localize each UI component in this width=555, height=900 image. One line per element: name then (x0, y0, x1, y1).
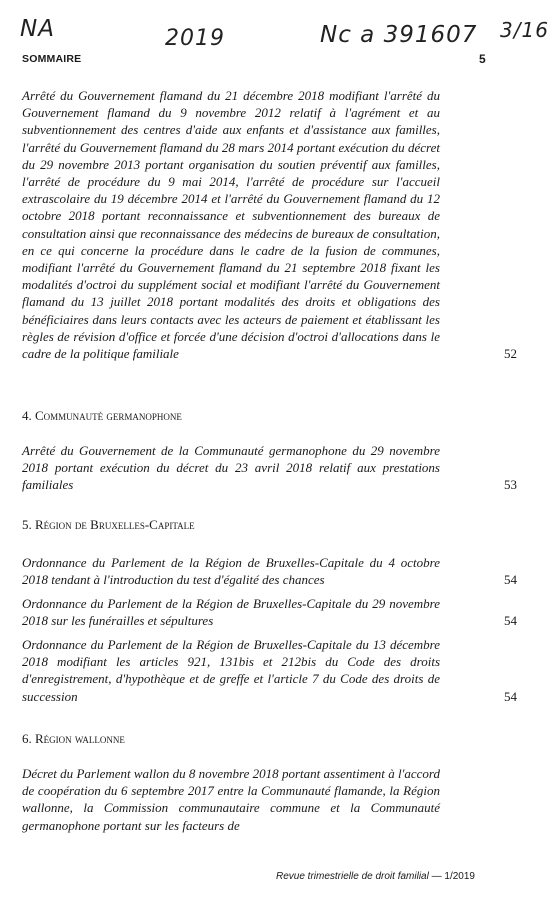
section-heading (22, 408, 182, 424)
journal-title: Revue trimestrielle de droit familial (276, 871, 429, 882)
toc-entry-text: Arrêté du Gouvernement flamand du 21 décembre 2018 modifiant l'arrêté du Gouvernement flamand du 9 novembre 2012 relatif à l'agrément et au subventionnement des centres d'aide aux enfants et d'assistance aux familles, l'arrêté du Gouvernement flamand du 28 mars 2014 portant exécution du décret du 29 novembre 2013 portant organisation du soutien préventif aux familles, l'arrêté de procédure du 9 mai 2014, l'arrêté de procédure sur l'accueil extrascolaire du 19 décembre 2014 et l'arrêté du Gouvernement flamand du 12 octobre 2018 portant reconnaissance et subventionnement des bureaux de consultation ainsi que reconnaissance des médecins de bureaux de consultation, en ce qui concerne la procédure dans le cadre de la fusion de communes, modifiant l'arrêté du Gouvernement flamand du 21 septembre 2018 fixant les modalités d'octroi du supplément social et modifiant l'arrêté du Gouvernement flamand du 13 juillet 2018 portant modalités des droits et obligations des bénéficiaires dans leurs contacts avec les acteurs de paiement et établissant les règles de révision d'office et forcée d'une décision d'octroi d'allocations dans le cadre de la politique familiale (22, 88, 440, 362)
toc-entry-text: Ordonnance du Parlement de la Région de Bruxelles-Capitale du 29 novembre 2018 sur les funérailles et sépultures (22, 596, 440, 629)
toc-entry-text: Ordonnance du Parlement de la Région de Bruxelles-Capitale du 13 décembre 2018 modifiant les articles 921, 131bis et 212bis du Code des droits d'enregistrement, d'hypothèque et de greffe et l'article 7 du Code des droits de succession (22, 637, 440, 704)
section-heading (22, 517, 195, 533)
running-header: SOMMAIRE (22, 53, 82, 65)
toc-entry-text: Décret du Parlement wallon du 8 novembre 2018 portant assentiment à l'accord de coopération du 6 septembre 2017 entre la Communauté flamande, la Région wallonne, la Commission communautaire commune et la Communauté germanophone portant sur les facteurs de (22, 766, 440, 833)
toc-entry (22, 87, 517, 362)
handwritten-note-4: 3/16 (500, 18, 549, 42)
handwritten-note-1: NA (20, 16, 55, 42)
toc-entry (22, 595, 517, 629)
page-number: 5 (479, 52, 486, 66)
section-number: 6. (22, 731, 32, 746)
toc-entry (22, 765, 517, 834)
toc-entry-page: 52 (504, 346, 517, 362)
page-footer (276, 871, 475, 882)
handwritten-note-3: Nc a 391607 (320, 22, 478, 48)
toc-entry (22, 442, 517, 494)
section-heading (22, 731, 125, 747)
toc-entry (22, 554, 517, 588)
section-title: Communauté germanophone (35, 408, 182, 423)
issue-number: 1/2019 (444, 871, 475, 882)
toc-entry-page: 54 (504, 688, 517, 704)
toc-entry-text: Arrêté du Gouvernement de la Communauté germanophone du 29 novembre 2018 portant exécution du décret du 23 avril 2018 relatif aux prestations familiales (22, 443, 440, 493)
section-number: 4. (22, 408, 32, 423)
toc-entry-page: 54 (504, 572, 517, 588)
toc-entry-page: 54 (504, 613, 517, 629)
toc-entry-page: 53 (504, 477, 517, 493)
toc-entry (22, 636, 517, 705)
footer-dash: — (431, 871, 442, 882)
section-title: Région wallonne (35, 731, 125, 746)
section-title: Région de Bruxelles-Capitale (35, 517, 195, 532)
toc-entry-text: Ordonnance du Parlement de la Région de Bruxelles-Capitale du 4 octobre 2018 tendant à l'introduction du test d'égalité des chances (22, 555, 440, 588)
section-number: 5. (22, 517, 32, 532)
handwritten-note-2: 2019 (165, 26, 225, 51)
